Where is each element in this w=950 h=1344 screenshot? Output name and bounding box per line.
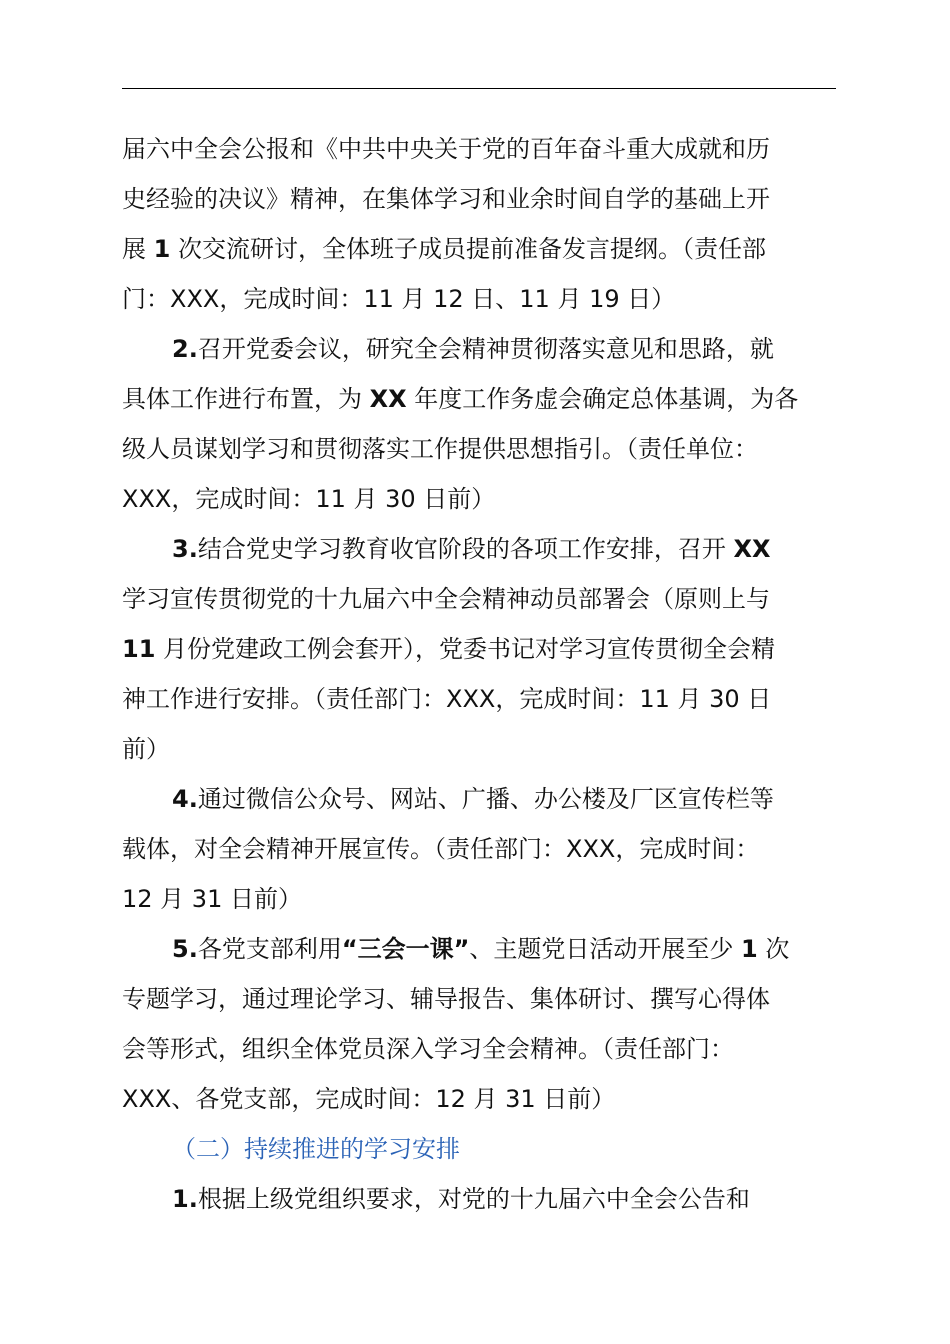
text-line: 载体，对全会精神开展宣传。（责任部门：XXX，完成时间： bbox=[122, 835, 760, 863]
paragraph-next-start: 1.根据上级党组织要求，对党的十九届六中全会公告和 bbox=[172, 1185, 750, 1213]
paragraph-2-start: 2.召开党委会议，研究全会精神贯彻落实意见和思路，就 bbox=[172, 335, 774, 363]
text-line: 届六中全会公报和《中共中央关于党的百年奋斗重大成就和历 bbox=[122, 135, 770, 163]
text-line: 专题学习，通过理论学习、辅导报告、集体研讨、撰写心得体 bbox=[122, 985, 770, 1013]
paragraph-5-start: 5.各党支部利用“三会一课”、主题党日活动开展至少 1 次 bbox=[172, 935, 790, 963]
text-line: 展 1 次交流研讨，全体班子成员提前准备发言提纲。（责任部 bbox=[122, 235, 766, 263]
text-line: 具体工作进行布置，为 XX 年度工作务虚会确定总体基调，为各 bbox=[122, 385, 799, 413]
text-line: 神工作进行安排。（责任部门：XXX，完成时间：11 月 30 日 bbox=[122, 685, 772, 713]
text-line: 学习宣传贯彻党的十九届六中全会精神动员部署会（原则上与 bbox=[122, 585, 770, 613]
text-line: 11 月份党建政工例会套开），党委书记对学习宣传贯彻全会精 bbox=[122, 635, 776, 663]
text-line: 前） bbox=[122, 735, 170, 763]
text-line: XXX、各党支部，完成时间：12 月 31 日前） bbox=[122, 1085, 616, 1113]
text-line: XXX，完成时间：11 月 30 日前） bbox=[122, 485, 496, 513]
section-heading: （二）持续推进的学习安排 bbox=[172, 1135, 460, 1163]
document-body bbox=[122, 124, 836, 1224]
text-line: 会等形式，组织全体党员深入学习全会精神。（责任部门： bbox=[122, 1035, 734, 1063]
text-line: 史经验的决议》精神，在集体学习和业余时间自学的基础上开 bbox=[122, 185, 770, 213]
paragraph-4-start: 4.通过微信公众号、网站、广播、办公楼及厂区宣传栏等 bbox=[172, 785, 774, 813]
header-rule bbox=[122, 88, 836, 89]
text-line: 级人员谋划学习和贯彻落实工作提供思想指引。（责任单位： bbox=[122, 435, 758, 463]
text-line: 12 月 31 日前） bbox=[122, 885, 302, 913]
paragraph-3-start: 3.结合党史学习教育收官阶段的各项工作安排，召开 XX bbox=[172, 535, 771, 563]
text-line: 门：XXX，完成时间：11 月 12 日、11 月 19 日） bbox=[122, 285, 676, 313]
